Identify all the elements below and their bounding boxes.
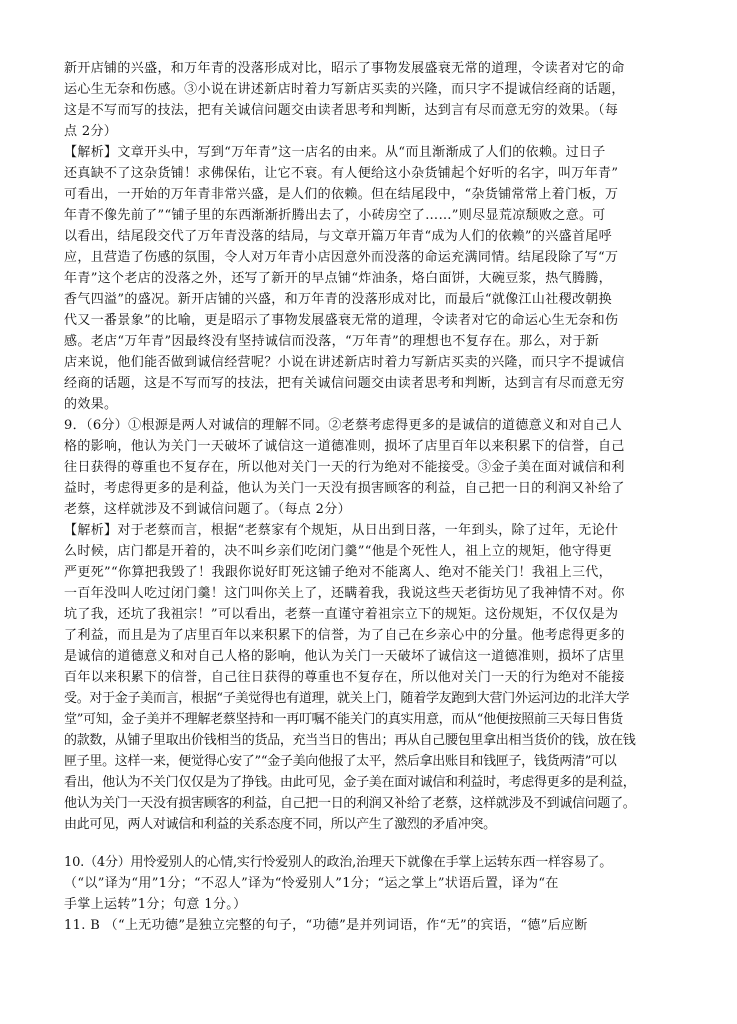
analysis-line: 【解析】对于老蔡而言，根据“老蔡家有个规矩，从日出到日落，一年到头，除了过年，无论什 — [64, 523, 619, 538]
question-11-answer: 11. B （“上无功德”是独立完整的句子，“功德”是并列词语，作“无”的宾语，“德”后应断 — [64, 918, 588, 933]
text-line: 感。老店“万年青”因最终没有坚持诚信而没落，“万年青”的理想也不复存在。那么，对于新 — [64, 334, 600, 349]
text-line: 他认为关门一天没有损害顾客的利益，自己把一日的利润又补给了老蔡，这样就涉及不到诚信问题了。 — [64, 796, 636, 811]
text-line: 年青不像先前了”“铺子里的东西渐渐折腾出去了，小砖房空了……”则尽显荒凉颓败之意。可 — [64, 208, 606, 223]
text-line: 受。对于金子美而言，根据“子美觉得也有道理，就关上门，随着学友跑到大营门外运河边的北洋大学 — [64, 691, 630, 706]
text-line: 益时，考虑得更多的是利益，他认为关门一天没有损害顾客的利益，自己把一日的利润又补给了 — [64, 481, 625, 496]
question-9-answer: 9．（6分）①根源是两人对诚信的理解不同。②老蔡考虑得更多的是诚信的道德意义和对自己人 — [64, 418, 623, 433]
text-line: 店来说，他们能否做到诚信经营呢？小说在讲述新店时着力写新店买卖的兴隆，而只字不提诚信 — [64, 355, 625, 370]
text-line: 还真缺不了这杂货铺！求佛保佑，让它不衰。有人便给这小杂货铺起个好听的名字，叫万年青” — [64, 166, 619, 181]
text-line: 年青”这个老店的没落之外，还写了新开的早点铺“炸油条，烙白面饼，大碗豆浆，热气腾腾， — [64, 271, 612, 286]
text-line: 是诚信的道德意义和对自己人格的影响，他认为关门一天破坏了诚信这一道德准则，损坏了店里 — [64, 649, 625, 664]
text-line: 以看出，结尾段交代了万年青没落的结局，与文章开篇万年青“成为人们的依赖”的兴盛首尾呼 — [64, 229, 612, 244]
text-line: 的款数，从铺子里取出价钱相当的货品，充当当日的售出；再从自己腰包里拿出相当货价的钱，放在钱 — [64, 733, 636, 748]
text-line: 堂”可知，金子美并不理解老蔡坚持和一再叮嘱不能关门的真实用意，而从“他便按照前三天每日售货 — [64, 712, 623, 727]
text-line: 老蔡，这样就涉及不到诚信问题了。（每点 2分） — [64, 502, 351, 517]
question-10-answer: 10.（4分）用怜爱别人的心情,实行怜爱别人的政治,治理天下就像在手掌上运转东西一样容易了。 — [64, 855, 613, 870]
text-line: 这是不写而写的技法，把有关诚信问题交由读者思考和判断，达到言有尽而意无穷的效果。（每 — [64, 103, 619, 118]
text-line: 代又一番景象”的比喻，更是昭示了事物发展盛衰无常的道理，令读者对它的命运心生无奈和伤 — [64, 313, 619, 328]
text-line: 一百年没叫人吃过闭门羹！这门叫你关上了，还瞒着我，我说这些天老街坊见了我神情不对。你 — [64, 586, 625, 601]
text-line: 严更死”“你算把我毁了！我跟你说好盯死这铺子绝对不能离人、绝对不能关门！我祖上三代， — [64, 565, 612, 580]
text-line: 的效果。 — [64, 397, 118, 412]
text-line: 由此可见，两人对诚信和利益的关系态度不同，所以产生了激烈的矛盾冲突。 — [64, 817, 496, 832]
text-line: 点 2分） — [64, 124, 118, 139]
text-line: 看出，他认为不关门仅仅是为了挣钱。由此可见，金子美在面对诚信和利益时，考虑得更多的是利益， — [64, 775, 636, 790]
text-line: 坑了我，还坑了我祖宗！”可以看出，老蔡一直谨守着祖宗立下的规矩。这份规矩，不仅仅是为 — [64, 607, 619, 622]
text-line: 香气四溢”的盛况。新开店铺的兴盛，和万年青的没落形成对比，而最后“就像江山社稷改朝换 — [64, 292, 612, 307]
text-line: 新开店铺的兴盛，和万年青的没落形成对比，昭示了事物发展盛衰无常的道理，令读者对它的命 — [64, 61, 625, 76]
analysis-line: 【解析】文章开头中，写到“万年青”这一店名的由来。从“而且渐渐成了人们的依赖。过日子 — [64, 145, 606, 160]
text-line: 匣子里。这样一来，便觉得心安了”“金子美向他报了太平，然后拿出账目和钱匣子，钱货两清”可以 — [64, 754, 617, 769]
paragraph-gap — [64, 835, 674, 852]
text-line: 了利益，而且是为了店里百年以来积累下的信誉，为了自己在乡亲心中的分量。他考虑得更多的 — [64, 628, 625, 643]
text-line: （“以”译为“用”1分；“不忍人”译为“怜爱别人”1分；“运之掌上”状语后置，译为“在 — [64, 876, 559, 891]
text-line: 百年以来积累下的信誉，自己往日获得的尊重也不复存在，所以他对关门一天的行为绝对不能接 — [64, 670, 625, 685]
text-line: 运心生无奈和伤感。③小说在讲述新店时着力写新店买卖的兴隆，而只字不提诚信经商的话题， — [64, 82, 625, 97]
text-line: 应，且营造了伤感的氛围，令人对万年青小店因意外而没落的命运充满同情。结尾段除了写“万 — [64, 250, 619, 265]
text-line: 么时候，店门都是开着的，决不叫乡亲们吃闭门羹”“他是个死性人，祖上立的规矩，他守得更 — [64, 544, 612, 559]
answer-page — [64, 58, 674, 936]
text-line: 格的影响，他认为关门一天破坏了诚信这一道德准则，损坏了店里百年以来积累下的信誉，自己 — [64, 439, 625, 454]
text-line: 手掌上运转”1分；句意 1分。） — [64, 897, 247, 912]
text-line: 经商的话题，这是不写而写的技法，把有关诚信问题交由读者思考和判断，达到言有尽而意无穷 — [64, 376, 625, 391]
text-line: 可看出，一开始的万年青非常兴盛，是人们的依赖。但在结尾段中，“杂货铺常常上着门板，万 — [64, 187, 619, 202]
text-line: 往日获得的尊重也不复存在，所以他对关门一天的行为绝对不能接受。③金子美在面对诚信和利 — [64, 460, 625, 475]
